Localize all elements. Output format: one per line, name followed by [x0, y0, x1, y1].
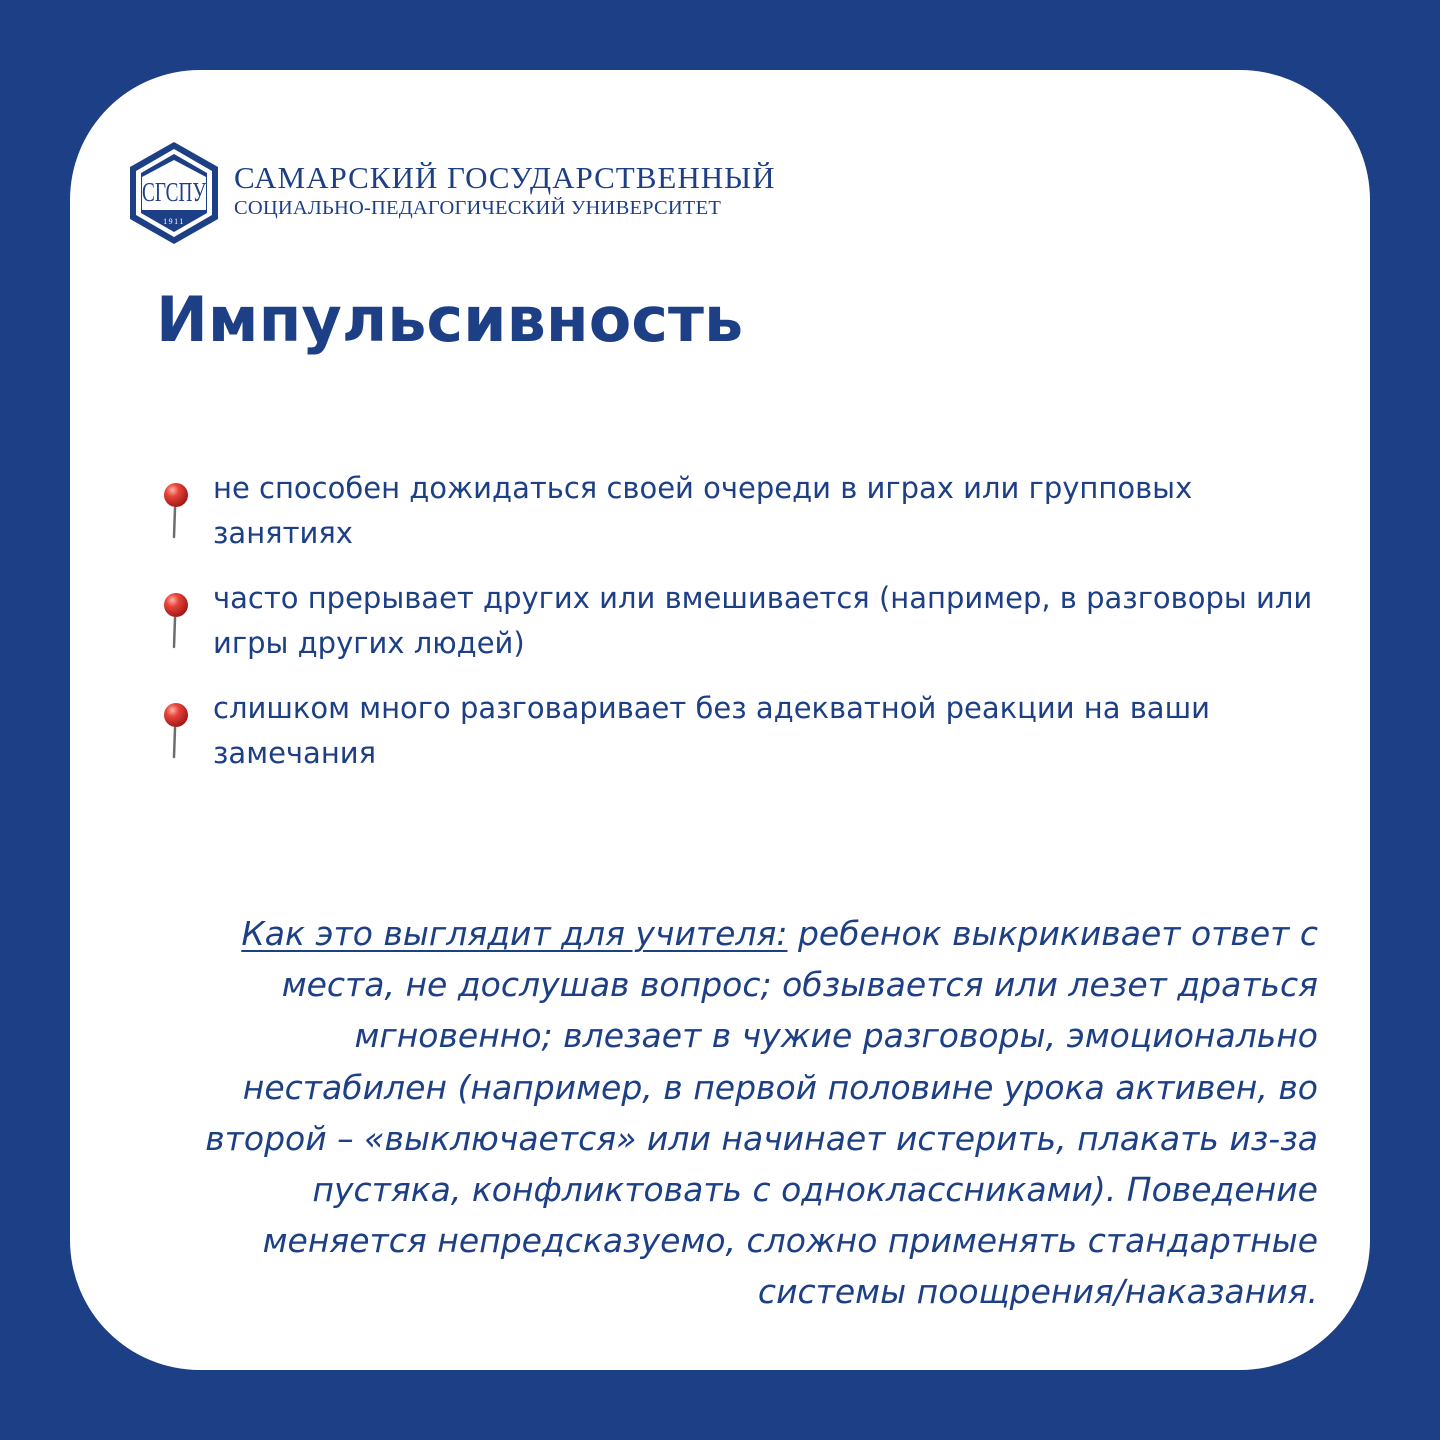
- list-item-text: слишком много разговаривает без адекватной реакции на ваши замечания: [213, 691, 1210, 770]
- list-item: [156, 466, 1326, 555]
- logo-year: 1911: [163, 217, 185, 226]
- teacher-note: [196, 908, 1318, 1318]
- list-item-text: часто прерывает других или вмешивается (например, в разговоры или игры других людей): [213, 581, 1313, 660]
- logo-abbreviation: СГСПУ: [142, 177, 207, 207]
- university-name-line2: СОЦИАЛЬНО-ПЕДАГОГИЧЕСКИЙ УНИВЕРСИТЕТ: [234, 197, 722, 219]
- teacher-note-body: ребенок выкрикивает ответ с места, не дослушав вопрос; обзывается или лезет драться мгновенно; влезает в чужие разговоры, эмоционально нестабилен (например, в первой половине урока активен, во второй – «выключается» или начинает истерить, плакать из-за пустяка, конфликтовать с одноклассниками). Поведение меняется непредсказуемо, сложно применять стандартные системы поощрения/наказания.: [205, 914, 1318, 1312]
- university-name-line1: САМАРСКИЙ ГОСУДАРСТВЕННЫЙ: [234, 160, 776, 195]
- pushpin-icon: [158, 592, 194, 648]
- pushpin-icon: [158, 482, 194, 538]
- university-name: [234, 160, 776, 220]
- list-item: [156, 576, 1326, 665]
- teacher-note-lead: Как это выглядит для учителя:: [241, 914, 788, 953]
- symptom-list: [156, 466, 1326, 796]
- list-item-text: не способен дожидаться своей очереди в играх или групповых занятиях: [213, 471, 1193, 550]
- page-title: Импульсивность: [156, 283, 744, 356]
- pushpin-icon: [158, 702, 194, 758]
- university-logo: [128, 140, 220, 246]
- list-item: [156, 686, 1326, 775]
